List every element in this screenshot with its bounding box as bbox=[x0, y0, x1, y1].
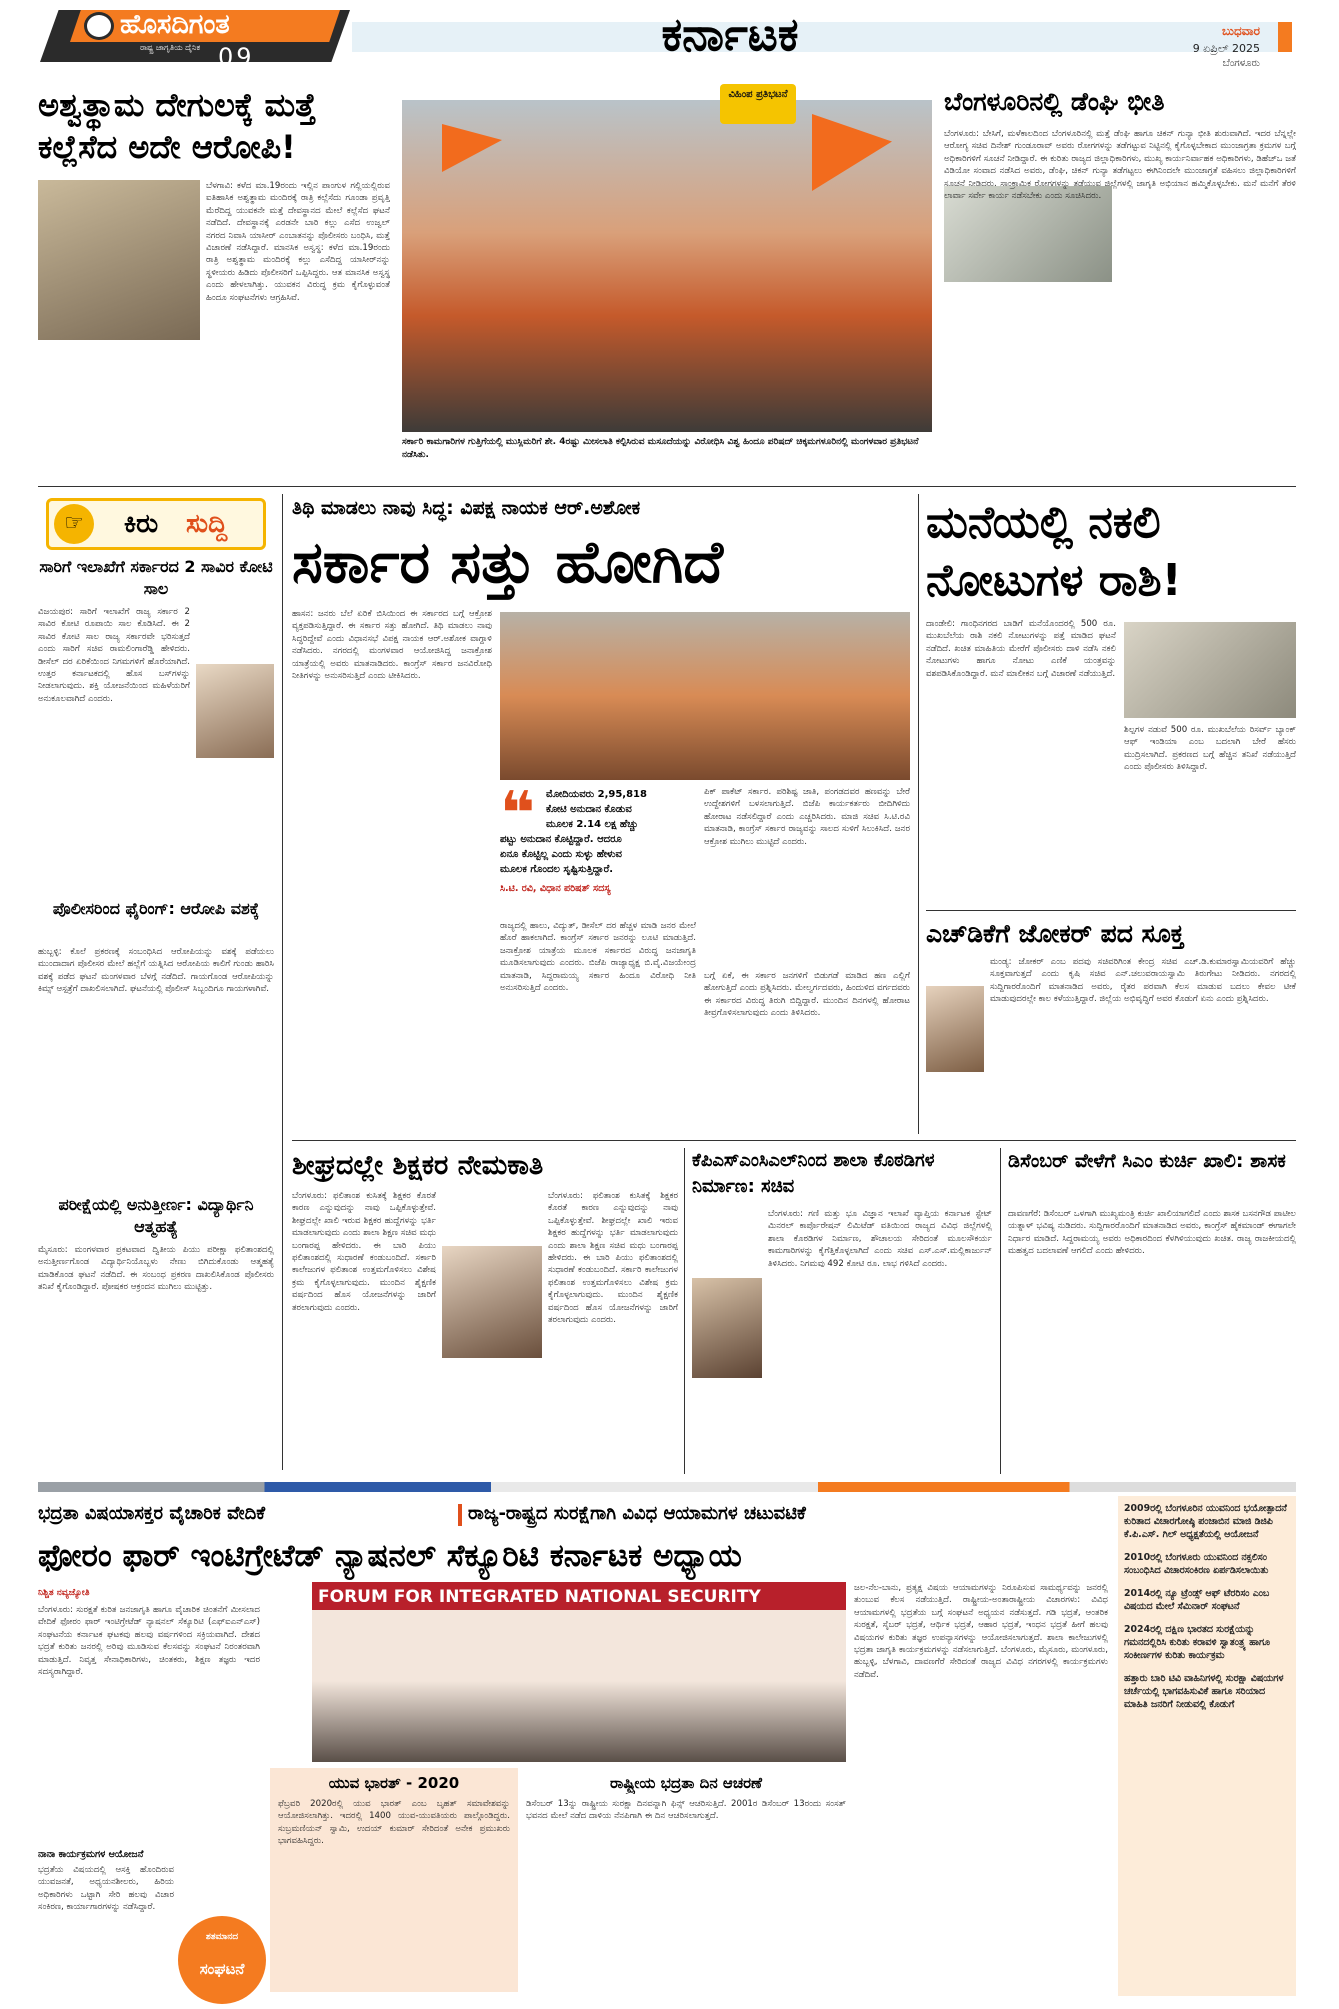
brief-2-headline: ಪೊಲೀಸರಿಂದ ಫೈರಿಂಗ್: ಆರೋಪಿ ವಶಕ್ಕೆ bbox=[52, 899, 260, 918]
forum-headline: ಫೋರಂ ಫಾರ್ ಇಂಟಿಗ್ರೇಟೆಡ್ ನ್ಯಾಷನಲ್ ಸೆಕ್ಯೂರಿಟಿ ಕರ್ನಾಟಕ ಅಧ್ಯಾಯ bbox=[38, 1538, 742, 1574]
masthead-accent bbox=[1278, 22, 1292, 52]
timeline-item-5: ಹತ್ತಾರು ಬಾರಿ ಟಿವಿ ವಾಹಿನಿಗಳಲ್ಲಿ ಸುರಕ್ಷಾ ವಿಷಯಗಳ ಚರ್ಚೆಯಲ್ಲಿ ಭಾಗವಹಿಸುವಿಕೆ ಹಾಗೂ ಸರಿಯಾದ ಮಾಹಿತಿ ಜನರಿಗೆ ನೀಡುವಲ್ಲಿ ಕೊಡುಗೆ bbox=[1124, 1673, 1284, 1710]
quote-line-6: ಮೂಲಕ ಗೊಂದಲ ಸೃಷ್ಟಿಸುತ್ತಿದ್ದಾರೆ. bbox=[500, 864, 614, 875]
divider-v4 bbox=[1000, 1148, 1001, 1474]
story-kps bbox=[692, 1148, 992, 1474]
divider-v1 bbox=[282, 494, 283, 1470]
lead-headline: ಸರ್ಕಾರ ಸತ್ತು ಹೋಗಿದೆ bbox=[292, 528, 724, 596]
timeline-item-1: 2009ರಲ್ಲಿ ಬೆಂಗಳೂರಿನ ಯುವನಿಂದ ಭಯೋತ್ಪಾದನೆ ಕುರಿತಾದ ವಿಚಾರಗೋಷ್ಠಿ ಪಂಜಾಬಿನ ಮಾಜಿ ಡಿಜಿಪಿ ಕೆ.ಪಿ.ಎಸ್. ಗಿಲ್ ಅಧ್ಯಕ್ಷತೆಯಲ್ಲಿ ಆಯೋಜನೆ bbox=[1124, 1503, 1287, 1540]
logo-emblem-icon bbox=[84, 12, 114, 40]
quote-byline: ಸಿ.ಟಿ. ರವಿ, ವಿಧಾನ ಪರಿಷತ್ ಸದಸ್ಯ bbox=[500, 883, 611, 894]
logo-tagline: ರಾಷ್ಟ್ರ ಜಾಗೃತಿಯ ದೈನಿಕ bbox=[140, 43, 201, 52]
story-dengue-headline: ಬೆಂಗಳೂರಿನಲ್ಲಿ ಡೆಂಘಿ ಭೀತಿ bbox=[944, 87, 1165, 116]
divider-h2 bbox=[926, 910, 1296, 911]
lead-col-1: ಹಾಸನ: ಜನರು ಬೆಲೆ ಏರಿಕೆ ಬಿಸಿಯಿಂದ ಈ ಸರ್ಕಾರದ ಬಗ್ಗೆ ಆಕ್ರೋಶ ವ್ಯಕ್ತಪಡಿಸುತ್ತಿದ್ದಾರೆ. ಈ ಸರ್ಕಾರ ಸತ್ತು ಹೋಗಿದೆ. ತಿಥಿ ಮಾಡಲು ನಾವು ಸಿದ್ಧರಿದ್ದೇವೆ ಎಂದು ವಿಧಾನಸಭೆ ವಿಪಕ್ಷ ನಾಯಕ ಆರ್.ಅಶೋಕ ವಾಗ್ದಾಳಿ ನಡೆಸಿದರು. ನಗರದಲ್ಲಿ ಮಂಗಳವಾರ ಆಯೋಜಿಸಿದ್ದ ಜನಾಕ್ರೋಶ ಯಾತ್ರೆಯಲ್ಲಿ ಅವರು ಮಾತನಾಡಿದರು. ಕಾಂಗ್ರೆಸ್ ಸರ್ಕಾರ ಜನವಿರೋಧಿ ನೀತಿಗಳನ್ನು ಅನುಸರಿಸುತ್ತಿದೆ ಎಂದು ಟೀಕಿಸಿದರು. bbox=[292, 609, 492, 682]
forum-banner-text: FORUM FOR INTEGRATED NATIONAL SECURITY bbox=[318, 1587, 761, 1607]
story-temple-body: ಬೆಳಗಾವಿ: ಕಳೆದ ಮಾ.19ರಂದು ಇಲ್ಲಿನ ಪಾಂಗುಳ ಗಲ್ಲಿಯಲ್ಲಿರುವ ಐತಿಹಾಸಿಕ ಅಶ್ವತ್ಥಾಮ ಮಂದಿರಕ್ಕೆ ರಾತ್ರಿ ಕಲ್ಲೆಸೆದು ಗೂಂಡಾ ಪ್ರವೃತ್ತಿ ಮೆರೆದಿದ್ದ ಯುವಕನೇ ಮತ್ತೆ ದೇವಸ್ಥಾನದ ಮೇಲೆ ಕಲ್ಲೆಸೆದ ಘಟನೆ ನಡೆದಿದೆ. ದೇವಸ್ಥಾನಕ್ಕೆ ಎರಡನೇ ಬಾರಿ ಕಲ್ಲು ಎಸೆದ ಉಜ್ವಲ್ ನಗರದ ನಿವಾಸಿ ಯಾಸೀರ್ ಎಂಬಾತನನ್ನು ಪೊಲೀಸರು ಬಂಧಿಸಿ, ಮತ್ತೆ ವಿಚಾರಣೆ ನಡೆಸಿದ್ದಾರೆ. ಮಾನಸಿಕ ಅಸ್ವಸ್ಥ: ಕಳೆದ ಮಾ.19ರಂದು ರಾತ್ರಿ ಅಶ್ವತ್ಥಾಮ ಮಂದಿರಕ್ಕೆ ಕಲ್ಲು ಎಸೆದಿದ್ದ ಯಾಸೀರ್‌ನನ್ನು ಸ್ಥಳೀಯರು ಹಿಡಿದು ಪೊಲೀಸರಿಗೆ ಒಪ್ಪಿಸಿದ್ದರು. ಆತ ಮಾನಸಿಕ ಅಸ್ವಸ್ಥ ಎಂದು ಹೇಳಲಾಗಿತ್ತು. ಯುವಕನ ವಿರುದ್ಧ ಕ್ರಮ ಕೈಗೊಳ್ಳುವಂತೆ ಹಿಂದೂ ಸಂಘಟನೆಗಳು ಆಗ್ರಹಿಸಿವೆ. bbox=[206, 181, 390, 303]
quote-line-4: ಪಟ್ಟು ಅನುದಾನ ಕೊಟ್ಟಿದ್ದಾರೆ. ಆದರೂ bbox=[500, 834, 622, 845]
story-joker-headline: ಎಚ್‌ಡಿಕೆಗೆ ಜೋಕರ್ ಪದ ಸೂಕ್ತ bbox=[926, 919, 1185, 948]
yuva-box bbox=[270, 1768, 518, 1992]
kps-minister-photo bbox=[692, 1278, 762, 1378]
lead-kicker: ತಿಥಿ ಮಾಡಲು ನಾವು ಸಿದ್ಧ: ವಿಪಕ್ಷ ನಾಯಕ ಆರ್.ಅಶೋಕ bbox=[292, 497, 641, 519]
rally-photo-caption: ಸರ್ಕಾರಿ ಕಾಮಗಾರಿಗಳ ಗುತ್ತಿಗೆಯಲ್ಲಿ ಮುಸ್ಲಿಮರಿಗೆ ಶೇ. 4ರಷ್ಟು ಮೀಸಲಾತಿ ಕಲ್ಪಿಸಿರುವ ಮಸೂದೆಯನ್ನು ವಿರೋಧಿಸಿ ವಿಶ್ವ ಹಿಂದೂ ಪರಿಷದ್ ಚಿಕ್ಕಮಗಳೂರಿನಲ್ಲಿ ಮಂಗಳವಾರ ಪ್ರತಿಭಟನೆ ನಡೆಸಿತು. bbox=[402, 437, 919, 460]
yuva-box-title: ಯುವ ಭಾರತ್ - 2020 bbox=[328, 1774, 460, 1792]
lead-col-2: ರಾಜ್ಯದಲ್ಲಿ ಹಾಲು, ವಿದ್ಯುತ್, ಡೀಸೆಲ್ ದರ ಹೆಚ್ಚಳ ಮಾಡಿ ಜನರ ಮೇಲೆ ಹೊರೆ ಹಾಕಲಾಗಿದೆ. ಕಾಂಗ್ರೆಸ್ ಸರ್ಕಾರ ಜನರನ್ನು ಲೂಟಿ ಮಾಡುತ್ತಿದೆ. ಜನಾಕ್ರೋಶ ಯಾತ್ರೆಯ ಮೂಲಕ ಸರ್ಕಾರದ ವಿರುದ್ಧ ಜನಜಾಗೃತಿ ಮೂಡಿಸಲಾಗುವುದು ಎಂದರು. ಬಿಜೆಪಿ ರಾಜ್ಯಾಧ್ಯಕ್ಷ ಬಿ.ವೈ.ವಿಜಯೇಂದ್ರ ಮಾತನಾಡಿ, ಸಿದ್ದರಾಮಯ್ಯ ಸರ್ಕಾರ ಹಿಂದೂ ವಿರೋಧಿ ನೀತಿ ಅನುಸರಿಸುತ್ತಿದೆ ಎಂದರು. bbox=[500, 921, 696, 994]
briefs-column bbox=[38, 494, 274, 1474]
section-title: ಕರ್ನಾಟಕ bbox=[661, 7, 799, 61]
story-cm bbox=[1008, 1148, 1296, 1474]
quote-line-2: ಕೋಟಿ ಅನುದಾನ ಕೊಡುವ bbox=[546, 804, 632, 815]
story-teachers bbox=[292, 1148, 678, 1474]
forum-subhead-1: ನಾನಾ ಕಾರ್ಯಕ್ರಮಗಳ ಆಯೋಜನೆ bbox=[38, 1849, 144, 1860]
date-day: ಬುಧವಾರ bbox=[1222, 24, 1260, 38]
story-cm-headline: ಡಿಸೆಂಬರ್ ವೇಳೆಗೆ ಸಿಎಂ ಕುರ್ಚಿ ಖಾಲಿ: ಶಾಸಕ bbox=[1008, 1150, 1286, 1172]
lead-col-4: ಬಗ್ಗೆ ಏಕೆ, ಈ ಸರ್ಕಾರ ಜನಗಳಿಗೆ ಬಿಡುಗಡೆ ಮಾಡಿದ ಹಣ ಎಲ್ಲಿಗೆ ಹೋಗುತ್ತಿದೆ ಎಂದು ಪ್ರಶ್ನಿಸಿದರು. ಮೇಲ್ವರ್ಗದವರು, ಹಿಂದುಳಿದ ವರ್ಗದವರು ಈ ಸರ್ಕಾರದ ವಿರುದ್ಧ ತಿರುಗಿ ಬಿದ್ದಿದ್ದಾರೆ. ಮುಂದಿನ ದಿನಗಳಲ್ಲಿ ಹೋರಾಟ ತೀವ್ರಗೊಳಿಸಲಾಗುವುದು ಎಂದು ತಿಳಿಸಿದರು. bbox=[704, 971, 910, 1019]
lead-story bbox=[292, 494, 912, 1134]
story-fake-notes-body-2: ಶಿಲ್ಪಗಳ ನಡುವೆ 500 ರೂ. ಮುಖಬೆಲೆಯ ರಿಸರ್ವ್ ಬ್ಯಾಂಕ್ ಆಫ್ ಇಂಡಿಯಾ ಎಂಬ ಬದಲಾಗಿ ಬೇರೆ ಹೆಸರು ಮುದ್ರಿಸಲಾಗಿದೆ. ಪ್ರಕರಣದ ಬಗ್ಗೆ ಹೆಚ್ಚಿನ ತನಿಖೆ ನಡೆಯುತ್ತಿದೆ ಎಂದು ಪೊಲೀಸರು ತಿಳಿಸಿದ್ದಾರೆ. bbox=[1124, 725, 1296, 773]
minister-photo bbox=[196, 664, 274, 758]
story-temple bbox=[38, 84, 390, 474]
timeline-item-4: 2024ರಲ್ಲಿ ದಕ್ಷಿಣ ಭಾರತದ ಸುರಕ್ಷೆಯನ್ನು ಗಮನದಲ್ಲಿರಿಸಿ ಕುರಿತು ಕರಾವಳಿ ಸ್ವಾತಂತ್ರ್ಯ ಹಾಗೂ ಸಂಕೀರ್ಣಗಳ ಕುರಿತು ಕಾರ್ಯಕ್ರಮ bbox=[1124, 1624, 1271, 1661]
story-temple-headline: ಅಶ್ವತ್ಥಾಮ ದೇಗುಲಕ್ಕೆ ಮತ್ತೆ ಕಲ್ಲೆಸೆದ ಅದೇ ಆರೋಪಿ! bbox=[38, 86, 317, 166]
forum-body-left-2: ಭದ್ರತೆಯ ವಿಷಯದಲ್ಲಿ ಆಸಕ್ತಿ ಹೊಂದಿರುವ ಯುವಜನತೆ, ಅಧ್ಯಯನಶೀಲರು, ಹಿರಿಯ ಅಧಿಕಾರಿಗಳು ಒಟ್ಟಾಗಿ ಸೇರಿ ಹಲವು ವಿಚಾರ ಸಂಕಿರಣ, ಕಾರ್ಯಾಗಾರಗಳನ್ನು ನಡೆಸಿದ್ದಾರೆ. bbox=[38, 1865, 174, 1913]
page-number: 09 bbox=[218, 44, 255, 70]
story-fake-notes bbox=[926, 494, 1296, 904]
brief-1-headline: ಸಾರಿಗೆ ಇಲಾಖೆಗೆ ಸರ್ಕಾರದ 2 ಸಾವಿರ ಕೋಟಿ ಸಾಲ bbox=[39, 557, 273, 598]
vhp-badge bbox=[720, 84, 796, 124]
divider-h1 bbox=[38, 486, 1296, 487]
joker-minister-photo bbox=[926, 986, 984, 1072]
divider-h3 bbox=[292, 1140, 1296, 1141]
story-fake-notes-body-1: ದಾಂಡೇಲಿ: ಗಾಂಧಿನಗರದ ಬಾಡಿಗೆ ಮನೆಯೊಂದರಲ್ಲಿ 500 ರೂ. ಮುಖಬೆಲೆಯ ರಾಶಿ ನಕಲಿ ನೋಟುಗಳನ್ನು ಪತ್ತೆ ಮಾಡಿದ ಘಟನೆ ನಡೆದಿದೆ. ಖಚಿತ ಮಾಹಿತಿಯ ಮೇರೆಗೆ ಪೊಲೀಸರು ದಾಳಿ ನಡೆಸಿ ನಕಲಿ ನೋಟುಗಳು ಹಾಗೂ ನೋಟು ಎಣಿಕೆ ಯಂತ್ರವನ್ನು ವಶಪಡಿಸಿಕೊಂಡಿದ್ದಾರೆ. ಮನೆ ಮಾಲೀಕನ ಬಗ್ಗೆ ವಿಚಾರಣೆ ನಡೆಯುತ್ತಿದೆ. bbox=[926, 619, 1116, 679]
centenary-stamp bbox=[178, 1916, 266, 2004]
forum-feature bbox=[38, 1496, 1296, 2008]
temple-photo bbox=[38, 180, 200, 340]
stamp-bottom-text: ಸಂಘಟನೆ bbox=[199, 1960, 245, 1978]
story-cm-body: ದಾವಣಗೆರೆ: ಡಿಸೆಂಬರ್ ಒಳಗಾಗಿ ಮುಖ್ಯಮಂತ್ರಿ ಕುರ್ಚಿ ಖಾಲಿಯಾಗಲಿದೆ ಎಂದು ಶಾಸಕ ಬಸನಗೌಡ ಪಾಟೀಲ ಯತ್ನಾಳ್ ಭವಿಷ್ಯ ನುಡಿದರು. ಸುದ್ದಿಗಾರರೊಂದಿಗೆ ಮಾತನಾಡಿದ ಅವರು, ಕಾಂಗ್ರೆಸ್ ಹೈಕಮಾಂಡ್ ಈಗಾಗಲೇ ನಿರ್ಧಾರ ಮಾಡಿದೆ. ಸಿದ್ದರಾಮಯ್ಯ ಅವರು ಅಧಿಕಾರದಿಂದ ಕೆಳಗಿಳಿಯುವುದು ಖಚಿತ. ರಾಜ್ಯ ರಾಜಕೀಯದಲ್ಲಿ ಮಹತ್ವದ ಬದಲಾವಣೆ ಆಗಲಿದೆ ಎಂದು ಹೇಳಿದರು. bbox=[1008, 1209, 1296, 1257]
logo-text: ಹೊಸದಿಗಂತ bbox=[120, 10, 230, 40]
masthead bbox=[0, 0, 1339, 72]
teachers-minister-photo bbox=[442, 1246, 542, 1358]
briefs-label-2: ಸುದ್ದಿ bbox=[186, 509, 228, 539]
vhp-badge-text: ವಿಹಿಂಪ ಪ್ರತಿಭಟನೆ bbox=[728, 89, 788, 100]
forum-color-band bbox=[38, 1482, 1296, 1492]
yuva-box-body: ಫೆಬ್ರವರಿ 2020ರಲ್ಲಿ ಯುವ ಭಾರತ್ ಎಂಬ ಬೃಹತ್ ಸಮಾವೇಶವನ್ನು ಆಯೋಜಿಸಲಾಗಿತ್ತು. ಇದರಲ್ಲಿ 1400 ಯುವ-ಯುವತಿಯರು ಪಾಲ್ಗೊಂಡಿದ್ದರು. ಸುಬ್ರಮಣಿಯನ್ ಸ್ವಾಮಿ, ಉದಯ್ ಕುಮಾರ್ ಸೇರಿದಂತೆ ಅನೇಕ ಪ್ರಮುಖರು ಭಾಗವಹಿಸಿದ್ದರು. bbox=[278, 1799, 510, 1847]
story-joker-body: ಮಂಡ್ಯ: ಜೋಕರ್ ಎಂಬ ಪದವು ಸಚಿವರಿಗಿಂತ ಕೇಂದ್ರ ಸಚಿವ ಎಚ್.ಡಿ.ಕುಮಾರಸ್ವಾಮಿಯವರಿಗೆ ಹೆಚ್ಚು ಸೂಕ್ತವಾಗುತ್ತದೆ ಎಂದು ಕೃಷಿ ಸಚಿವ ಎನ್.ಚಲುವರಾಯಸ್ವಾಮಿ ತಿರುಗೇಟು ನೀಡಿದರು. ನಗರದಲ್ಲಿ ಸುದ್ದಿಗಾರರೊಂದಿಗೆ ಮಾತನಾಡಿದ ಅವರು, ರೈತರ ಪರವಾಗಿ ಕೆಲಸ ಮಾಡುವ ಬದಲು ಕೇವಲ ಟೀಕೆ ಮಾಡುವುದರಲ್ಲೇ ಕಾಲ ಕಳೆಯುತ್ತಿದ್ದಾರೆ. ಜಿಲ್ಲೆಯ ಅಭಿವೃದ್ಧಿಗೆ ಅವರ ಕೊಡುಗೆ ಏನು ಎಂದು ಪ್ರಶ್ನಿಸಿದರು. bbox=[990, 957, 1296, 1005]
story-fake-notes-headline: ಮನೆಯಲ್ಲಿ ನಕಲಿ ನೋಟುಗಳ ರಾಶಿ! bbox=[926, 497, 1182, 606]
story-dengue-body: ಬೆಂಗಳೂರು: ಬೇಸಿಗೆ, ಮಳೆಕಾಲದಿಂದ ಬೆಂಗಳೂರಿನಲ್ಲಿ ಮತ್ತೆ ಡೆಂಘಿ ಹಾಗೂ ಚಿಕನ್ ಗುನ್ಯಾ ಭೀತಿ ಶುರುವಾಗಿದೆ. ಇದರ ಬೆನ್ನಲ್ಲೇ ಆರೋಗ್ಯ ಸಚಿವ ದಿನೇಶ್ ಗುಂಡೂರಾವ್ ಅವರು ರೋಗಗಳನ್ನು ತಡೆಗಟ್ಟುವ ನಿಟ್ಟಿನಲ್ಲಿ ಕೈಗೊಳ್ಳಬೇಕಾದ ಮುಂಜಾಗ್ರತಾ ಕ್ರಮಗಳ ಬಗ್ಗೆ ಅಧಿಕಾರಿಗಳಿಗೆ ಸೂಚನೆ ನೀಡಿದ್ದಾರೆ. ಈ ಕುರಿತು ರಾಜ್ಯದ ಜಿಲ್ಲಾಧಿಕಾರಿಗಳು, ಮುಖ್ಯ ಕಾರ್ಯನಿರ್ವಾಹಕ ಅಧಿಕಾರಿಗಳು, ಡಿಹೆಚ್‌ಒ ಜತೆ ವಿಡಿಯೋ ಸಂವಾದ ನಡೆಸಿದ ಅವರು, ಡೆಂಘಿ, ಚಿಕನ್ ಗುನ್ಯಾ ತಡೆಗಟ್ಟಲು ಈಗಿನಿಂದಲೇ ಮುಂಜಾಗ್ರತೆ ವಹಿಸಲು ಜಿಲ್ಲಾಧಿಕಾರಿಗಳಿಗೆ ಸೂಚನೆ ನೀಡಿದರು. ಸಾಂಕ್ರಾಮಿಕ ರೋಗಗಳನ್ನು ತಡೆಯುವ ಜಿಲ್ಲೆಗಳಲ್ಲಿ ಜಾಗೃತಿ ಅಭಿಯಾನ ಹಮ್ಮಿಕೊಳ್ಳಬೇಕು. ಮನೆ ಮನೆಗೆ ತೆರಳಿ ಲಾರ್ವಾ ಸರ್ವೇ ಕಾರ್ಯ ನಡೆಸಬೇಕು ಎಂದು ಸೂಚಿಸಿದರು. bbox=[944, 129, 1296, 202]
timeline-item-3: 2014ರಲ್ಲಿ ನ್ಯೂ ಟ್ರೆಂಡ್ಸ್ ಆಫ್ ಟೆರರಿಸಂ ಎಂಬ ವಿಷಯದ ಮೇಲೆ ಸೆಮಿನಾರ್ ಸಂಘಟನೆ bbox=[1124, 1588, 1270, 1612]
brief-1-body: ವಿಜಯಪುರ: ಸಾರಿಗೆ ಇಲಾಖೆಗೆ ರಾಜ್ಯ ಸರ್ಕಾರ 2 ಸಾವಿರ ಕೋಟಿ ರೂಪಾಯಿ ಸಾಲ ಕೊಡಿಸಿದೆ. ಈ 2 ಸಾವಿರ ಕೋಟಿ ಸಾಲ ರಾಜ್ಯ ಸರ್ಕಾರವೇ ಭರಿಸುತ್ತದೆ ಎಂದು ಸಾರಿಗೆ ಸಚಿವ ರಾಮಲಿಂಗಾರೆಡ್ಡಿ ಹೇಳಿದರು. ಡೀಸೆಲ್ ದರ ಏರಿಕೆಯಿಂದ ನಿಗಮಗಳಿಗೆ ಹೊರೆಯಾಗಿದೆ. ಉತ್ತರ ಕರ್ನಾಟಕದಲ್ಲಿ ಹೊಸ ಬಸ್‌ಗಳನ್ನು ನೀಡಲಾಗುವುದು. ಶಕ್ತಿ ಯೋಜನೆಯಿಂದ ಮಹಿಳೆಯರಿಗೆ ಅನುಕೂಲವಾಗಿದೆ ಎಂದರು. bbox=[38, 607, 190, 704]
currency-photo bbox=[1124, 622, 1296, 718]
story-joker bbox=[926, 916, 1296, 1132]
date: 9 ಏಪ್ರಿಲ್ 2025 bbox=[1192, 42, 1260, 55]
brief-3-headline: ಪರೀಕ್ಷೆಯಲ್ಲಿ ಅನುತ್ತೀರ್ಣ: ವಿದ್ಯಾರ್ಥಿನಿ ಆತ್ಮಹತ್ಯೆ bbox=[58, 1195, 254, 1236]
lead-col-3: ಪಿಕ್ ಪಾಕೆಟ್ ಸರ್ಕಾರ. ಪರಿಶಿಷ್ಟ ಜಾತಿ, ಪಂಗಡದವರ ಹಣವನ್ನು ಬೇರೆ ಉದ್ದೇಶಗಳಿಗೆ ಬಳಸಲಾಗುತ್ತಿದೆ. ಬಿಜೆಪಿ ಕಾರ್ಯಕರ್ತರು ಬೀದಿಗಿಳಿದು ಹೋರಾಟ ನಡೆಸಲಿದ್ದಾರೆ ಎಂದು ಎಚ್ಚರಿಸಿದರು. ಮಾಜಿ ಸಚಿವ ಸಿ.ಟಿ.ರವಿ ಮಾತನಾಡಿ, ಕಾಂಗ್ರೆಸ್ ಸರ್ಕಾರ ರಾಜ್ಯವನ್ನು ಸಾಲದ ಸುಳಿಗೆ ಸಿಲುಕಿಸಿದೆ. ಜನರ ಆಕ್ರೋಶ ಮುಗಿಲು ಮುಟ್ಟಿದೆ ಎಂದರು. bbox=[704, 787, 910, 847]
quote-line-1: ಮೋದಿಯವರು 2,95,818 bbox=[546, 789, 647, 800]
story-kps-headline: ಕೆಪಿಎಸ್‌ಎಂಸಿಎಲ್‌ನಿಂದ ಶಾಲಾ ಕೊಠಡಿಗಳ ನಿರ್ಮಾಣ: ಸಚಿವ bbox=[692, 1150, 935, 1197]
security-day-box bbox=[526, 1768, 846, 1992]
forum-body-left: ಬೆಂಗಳೂರು: ಸುರಕ್ಷತೆ ಕುರಿತ ಜನಜಾಗೃತಿ ಹಾಗೂ ವೈಚಾರಿಕ ಚಿಂತನೆಗೆ ಮೀಸಲಾದ ವೇದಿಕೆ ಫೋರಂ ಫಾರ್ ಇಂಟಿಗ್ರೇಟೆಡ್ ನ್ಯಾಷನಲ್ ಸೆಕ್ಯೂರಿಟಿ (ಎಫ್‌ಐಎನ್‌ಎಸ್) ಸಂಘಟನೆಯ ಕರ್ನಾಟಕ ಘಟಕವು ಹಲವು ವರ್ಷಗಳಿಂದ ಸಕ್ರಿಯವಾಗಿದೆ. ದೇಶದ ಭದ್ರತೆ ಕುರಿತು ಜನರಲ್ಲಿ ಅರಿವು ಮೂಡಿಸುವ ಕೆಲಸವನ್ನು ಸಂಘಟನೆ ನಿರಂತರವಾಗಿ ಮಾಡುತ್ತಿದೆ. ನಿವೃತ್ತ ಸೇನಾಧಿಕಾರಿಗಳು, ಚಿಂತಕರು, ಶಿಕ್ಷಣ ತಜ್ಞರು ಇದರ ಸದಸ್ಯರಾಗಿದ್ದಾರೆ. bbox=[38, 1605, 260, 1678]
forum-event-photo bbox=[312, 1582, 846, 1762]
divider-v2 bbox=[918, 494, 919, 1134]
forum-kicker-right: ರಾಜ್ಯ-ರಾಷ್ಟ್ರದ ಸುರಕ್ಷೆಗಾಗಿ ವಿವಿಧ ಆಯಾಮಗಳ ಚಟುವಟಿಕೆ bbox=[468, 1503, 806, 1524]
security-day-body: ಡಿಸೆಂಬರ್ 13ನ್ನು ರಾಷ್ಟ್ರೀಯ ಸುರಕ್ಷಾ ದಿನವನ್ನಾಗಿ ಫಿನ್ಸ್ ಆಚರಿಸುತ್ತಿದೆ. 2001ರ ಡಿಸೆಂಬರ್ 13ರಂದು ಸಂಸತ್ ಭವನದ ಮೇಲೆ ನಡೆದ ದಾಳಿಯ ನೆನಪಿಗಾಗಿ ಈ ದಿನ ಆಚರಿಸಲಾಗುತ್ತದೆ. bbox=[526, 1799, 846, 1822]
divider-v3 bbox=[684, 1148, 685, 1474]
story-teachers-body-b: ಬೆಂಗಳೂರು: ಫಲಿತಾಂಶ ಕುಸಿತಕ್ಕೆ ಶಿಕ್ಷಕರ ಕೊರತೆ ಕಾರಣ ಎನ್ನುವುದನ್ನು ನಾವು ಒಪ್ಪಿಕೊಳ್ಳುತ್ತೇವೆ. ಶೀಘ್ರದಲ್ಲೇ ಖಾಲಿ ಇರುವ ಶಿಕ್ಷಕರ ಹುದ್ದೆಗಳನ್ನು ಭರ್ತಿ ಮಾಡಲಾಗುವುದು ಎಂದು ಶಾಲಾ ಶಿಕ್ಷಣ ಸಚಿವ ಮಧು ಬಂಗಾರಪ್ಪ ಹೇಳಿದರು. ಈ ಬಾರಿ ಪಿಯು ಫಲಿತಾಂಶದಲ್ಲಿ ಸುಧಾರಣೆ ಕಂಡುಬಂದಿದೆ. ಸರ್ಕಾರಿ ಕಾಲೇಜುಗಳ ಫಲಿತಾಂಶ ಉತ್ತಮಗೊಳಿಸಲು ವಿಶೇಷ ಕ್ರಮ ಕೈಗೊಳ್ಳಲಾಗುವುದು. ಮುಂದಿನ ಶೈಕ್ಷಣಿಕ ವರ್ಷದಿಂದ ಹೊಸ ಯೋಜನೆಗಳನ್ನು ಜಾರಿಗೆ ತರಲಾಗುವುದು ಎಂದರು. bbox=[548, 1191, 678, 1326]
story-teachers-headline: ಶೀಘ್ರದಲ್ಲೇ ಶಿಕ್ಷಕರ ನೇಮಕಾತಿ bbox=[292, 1150, 544, 1181]
timeline-item-2: 2010ರಲ್ಲಿ ಬೆಂಗಳೂರು ಯುವನಿಂದ ನಕ್ಸಲಿಸಂ ಸಂಬಂಧಿಸಿದ ವಿಚಾರಸಂಕಿರಣ ಏರ್ಪಡಿಸಲಾಯಿತು bbox=[1124, 1552, 1269, 1576]
security-day-title: ರಾಷ್ಟ್ರೀಯ ಭದ್ರತಾ ದಿನ ಆಚರಣೆ bbox=[610, 1774, 762, 1792]
forum-body-mid: ಜಲ-ನೆಲ-ಬಾನು, ಪ್ರತ್ಯಕ್ಷ ವಿಷಯ ಆಯಾಮಗಳನ್ನು ನಿರೂಪಿಸುವ ಸಾಮರ್ಥ್ಯವನ್ನು ಜನರಲ್ಲಿ ತುಂಬುವ ಕೆಲಸ ನಡೆಯುತ್ತಿದೆ. ರಾಷ್ಟ್ರೀಯ-ಅಂತಾರಾಷ್ಟ್ರೀಯ ವಿಚಾರಗಳು: ವಿವಿಧ ಆಯಾಮಗಳಲ್ಲಿ ಭದ್ರತೆಯ ಬಗ್ಗೆ ಸಂಘಟನೆ ಅಧ್ಯಯನ ನಡೆಸುತ್ತದೆ. ಗಡಿ ಭದ್ರತೆ, ಆಂತರಿಕ ಸುರಕ್ಷತೆ, ಸೈಬರ್ ಭದ್ರತೆ, ಆರ್ಥಿಕ ಭದ್ರತೆ, ಆಹಾರ ಭದ್ರತೆ, ಇಂಧನ ಭದ್ರತೆ ಹೀಗೆ ಹಲವು ವಿಷಯಗಳ ಕುರಿತು ತಜ್ಞರ ಉಪನ್ಯಾಸಗಳನ್ನು ಆಯೋಜಿಸಲಾಗುತ್ತದೆ. ಶಾಲಾ ಕಾಲೇಜುಗಳಲ್ಲಿ ಭದ್ರತಾ ಜಾಗೃತಿ ಕಾರ್ಯಕ್ರಮಗಳನ್ನು ನಡೆಸಲಾಗುತ್ತಿದೆ. ಬೆಂಗಳೂರು, ಮೈಸೂರು, ಮಂಗಳೂರು, ಹುಬ್ಬಳ್ಳಿ, ಬೆಳಗಾವಿ, ದಾವಣಗೆರೆ ಸೇರಿದಂತೆ ರಾಜ್ಯದ ವಿವಿಧ ನಗರಗಳಲ್ಲಿ ಕಾರ್ಯಕ್ರಮಗಳು ನಡೆದಿವೆ. bbox=[854, 1583, 1108, 1680]
quote-line-3: ಮೂಲಕ 2.14 ಲಕ್ಷ ಹೆಚ್ಚು bbox=[546, 819, 639, 830]
forum-timeline bbox=[1118, 1496, 1296, 1996]
megaphone-icon: ☞ bbox=[54, 504, 94, 544]
edition-city: ಬೆಂಗಳೂರು bbox=[1222, 58, 1260, 69]
forum-kicker-left: ಭದ್ರತಾ ವಿಷಯಾಸಕ್ತರ ವೈಚಾರಿಕ ವೇದಿಕೆ bbox=[38, 1503, 266, 1524]
lead-photo-block bbox=[402, 84, 932, 484]
story-teachers-body-a: ಬೆಂಗಳೂರು: ಫಲಿತಾಂಶ ಕುಸಿತಕ್ಕೆ ಶಿಕ್ಷಕರ ಕೊರತೆ ಕಾರಣ ಎನ್ನುವುದನ್ನು ನಾವು ಒಪ್ಪಿಕೊಳ್ಳುತ್ತೇವೆ. ಶೀಘ್ರದಲ್ಲೇ ಖಾಲಿ ಇರುವ ಶಿಕ್ಷಕರ ಹುದ್ದೆಗಳನ್ನು ಭರ್ತಿ ಮಾಡಲಾಗುವುದು ಎಂದು ಶಾಲಾ ಶಿಕ್ಷಣ ಸಚಿವ ಮಧು ಬಂಗಾರಪ್ಪ ಹೇಳಿದರು. ಈ ಬಾರಿ ಪಿಯು ಫಲಿತಾಂಶದಲ್ಲಿ ಸುಧಾರಣೆ ಕಂಡುಬಂದಿದೆ. ಸರ್ಕಾರಿ ಕಾಲೇಜುಗಳ ಫಲಿತಾಂಶ ಉತ್ತಮಗೊಳಿಸಲು ವಿಶೇಷ ಕ್ರಮ ಕೈಗೊಳ್ಳಲಾಗುವುದು. ಮುಂದಿನ ಶೈಕ್ಷಣಿಕ ವರ್ಷದಿಂದ ಹೊಸ ಯೋಜನೆಗಳನ್ನು ಜಾರಿಗೆ ತರಲಾಗುವುದು ಎಂದರು. bbox=[292, 1191, 436, 1313]
forum-byline: ನಿಶ್ಚಿತ ನವ್ಯಜ್ಯೋತಿ bbox=[38, 1588, 90, 1598]
story-kps-body: ಬೆಂಗಳೂರು: ಗಣಿ ಮತ್ತು ಭೂ ವಿಜ್ಞಾನ ಇಲಾಖೆ ವ್ಯಾಪ್ತಿಯ ಕರ್ನಾಟಕ ಸ್ಟೇಟ್ ಮಿನರಲ್ ಕಾರ್ಪೊರೇಷನ್ ಲಿಮಿಟೆಡ್ ವತಿಯಿಂದ ರಾಜ್ಯದ ವಿವಿಧ ಜಿಲ್ಲೆಗಳಲ್ಲಿ ಶಾಲಾ ಕೊಠಡಿಗಳ ನಿರ್ಮಾಣ, ಶೌಚಾಲಯ ಸೇರಿದಂತೆ ಮೂಲಸೌಕರ್ಯ ಕಾಮಗಾರಿಗಳನ್ನು ಕೈಗೆತ್ತಿಕೊಳ್ಳಲಾಗಿದೆ ಎಂದು ಸಚಿವ ಎಸ್.ಎಸ್.ಮಲ್ಲಿಕಾರ್ಜುನ್ ತಿಳಿಸಿದರು. ನಿಗಮವು 492 ಕೋಟಿ ರೂ. ಲಾಭ ಗಳಿಸಿದೆ ಎಂದರು. bbox=[768, 1209, 992, 1269]
brief-2-body: ಹುಬ್ಬಳ್ಳಿ: ಕೊಲೆ ಪ್ರಕರಣಕ್ಕೆ ಸಂಬಂಧಿಸಿದ ಆರೋಪಿಯನ್ನು ವಶಕ್ಕೆ ಪಡೆಯಲು ಮುಂದಾದಾಗ ಪೊಲೀಸರ ಮೇಲೆ ಹಲ್ಲೆಗೆ ಯತ್ನಿಸಿದ ಆರೋಪಿಯ ಕಾಲಿಗೆ ಗುಂಡು ಹಾರಿಸಿ ವಶಕ್ಕೆ ಪಡೆದ ಘಟನೆ ಮಂಗಳವಾರ ಬೆಳಗ್ಗೆ ನಡೆದಿದೆ. ಗಾಯಗೊಂಡ ಆರೋಪಿಯನ್ನು ಕಿಮ್ಸ್ ಆಸ್ಪತ್ರೆಗೆ ದಾಖಲಿಸಲಾಗಿದೆ. ಘಟನೆಯಲ್ಲಿ ಪೊಲೀಸ್ ಸಿಬ್ಬಂದಿಗೂ ಗಾಯಗಳಾಗಿವೆ. bbox=[38, 947, 274, 995]
brief-3-body: ಮೈಸೂರು: ಮಂಗಳವಾರ ಪ್ರಕಟವಾದ ದ್ವಿತೀಯ ಪಿಯು ಪರೀಕ್ಷಾ ಫಲಿತಾಂಶದಲ್ಲಿ ಅನುತ್ತೀರ್ಣಗೊಂಡ ವಿದ್ಯಾರ್ಥಿನಿಯೊಬ್ಬಳು ನೇಣು ಬಿಗಿದುಕೊಂಡು ಆತ್ಮಹತ್ಯೆ ಮಾಡಿಕೊಂಡ ಘಟನೆ ನಡೆದಿದೆ. ಈ ಸಂಬಂಧ ಪ್ರಕರಣ ದಾಖಲಿಸಿಕೊಂಡ ಪೊಲೀಸರು ತನಿಖೆ ಕೈಗೊಂಡಿದ್ದಾರೆ. ಪೋಷಕರ ಆಕ್ರಂದನ ಮುಗಿಲು ಮುಟ್ಟಿತ್ತು. bbox=[38, 1245, 274, 1293]
forum-kicker-sep bbox=[458, 1504, 462, 1526]
story-dengue bbox=[944, 84, 1296, 478]
quote-icon: ❝ bbox=[500, 786, 536, 826]
briefs-label: ಕಿರು bbox=[124, 509, 159, 539]
stamp-top-text: ಶತಮಾನದ bbox=[205, 1932, 239, 1942]
quote-box bbox=[500, 786, 696, 914]
quote-line-5: ಏನೂ ಕೊಟ್ಟಿಲ್ಲ ಎಂದು ಸುಳ್ಳು ಹೇಳುವ bbox=[500, 849, 622, 860]
lead-photo bbox=[500, 612, 910, 780]
